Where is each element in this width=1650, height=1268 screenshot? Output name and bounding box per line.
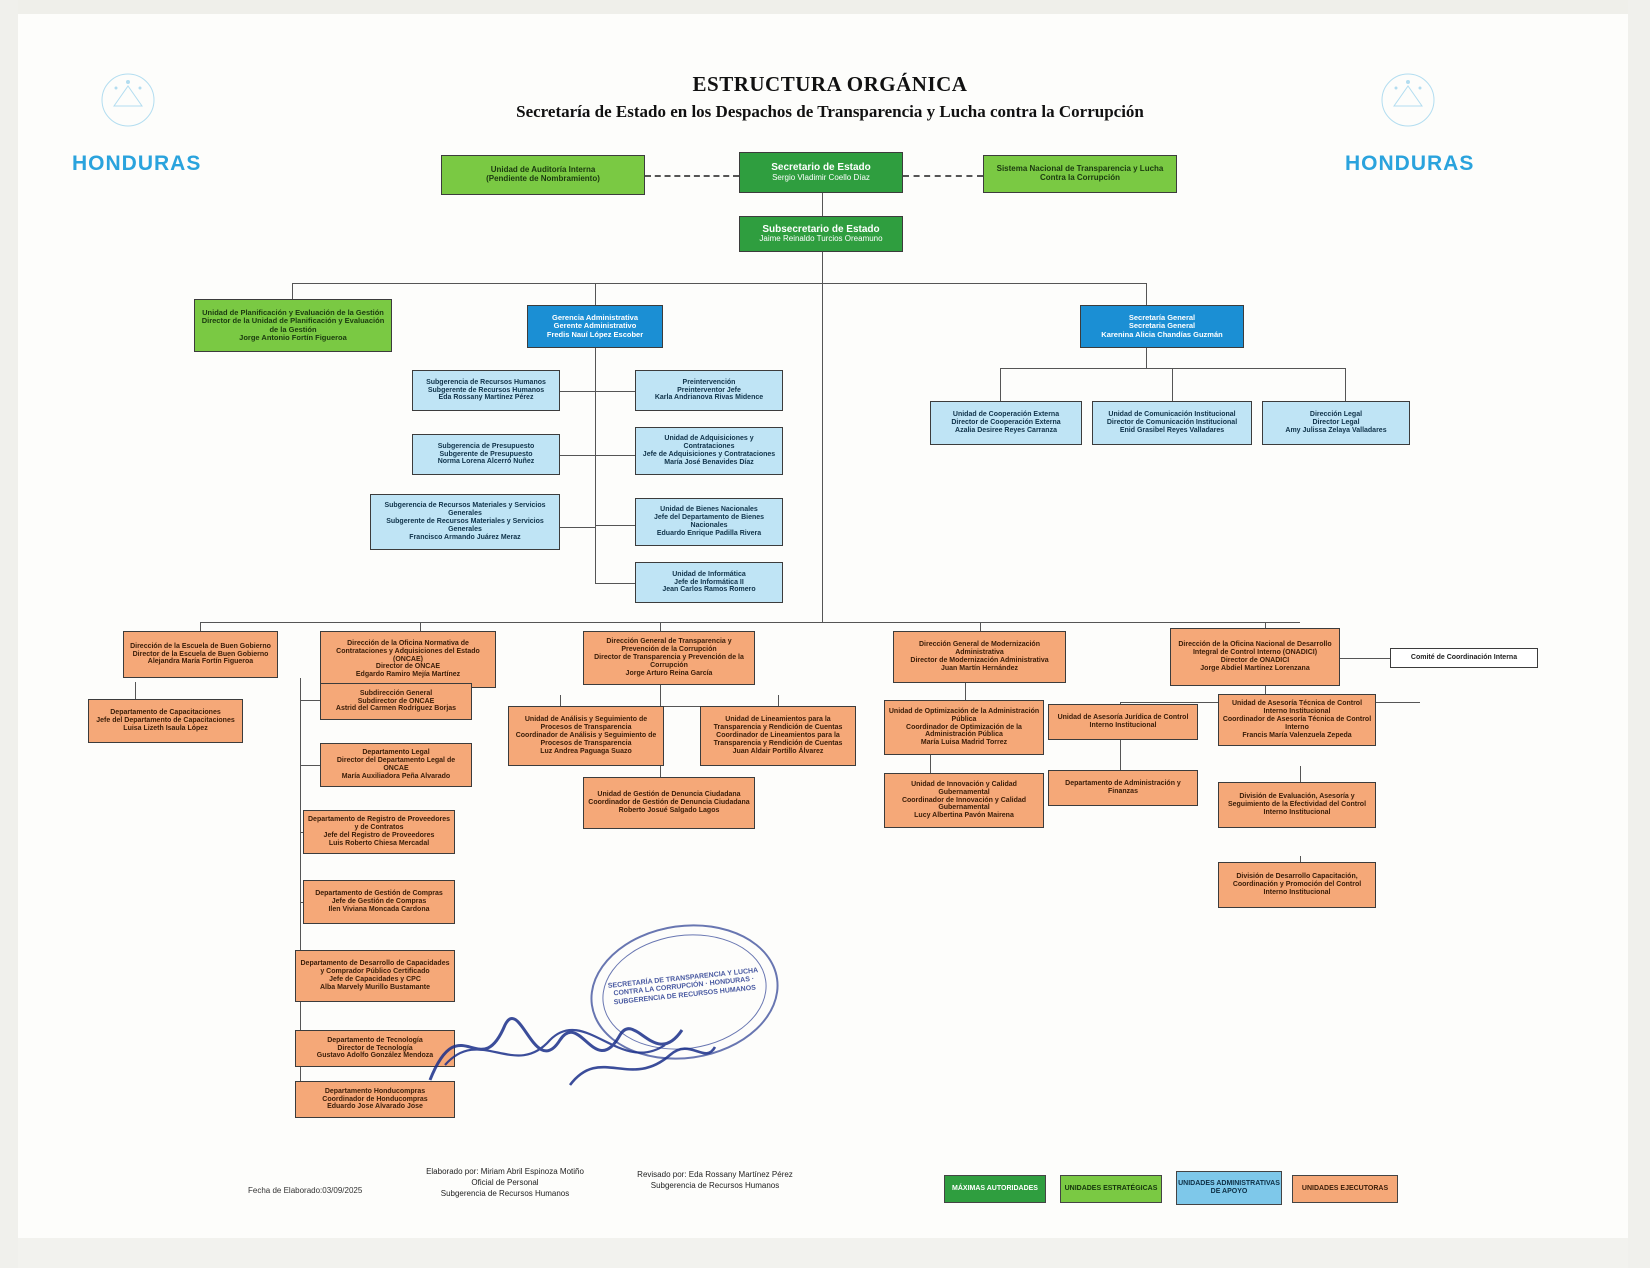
revisado-por-block [590,1170,840,1192]
node-line-2: Director de ONADICI [1220,657,1290,664]
official-stamp-text: SECRETARÍA DE TRANSPARENCIA Y LUCHA CONTRA LA CORRUPCIÓN · HONDURAS · SUBGERENCIA DE RECURSOS HUMANOS [607,967,759,1007]
node-line-3: Jorge Antonio Fortín Figueroa [239,332,347,342]
connector-oncae-subdir [300,700,320,701]
node-line-3: Lucy Albertina Pavón Mairena [914,812,1014,820]
node-departamento-gestion-compras[interactable] [303,880,455,924]
node-line-3: Luisa Lizeth Isaula López [123,724,208,732]
node-line-1: Comité de Coordinación Interna [1410,654,1518,662]
node-line-3: María Luisa Madrid Torrez [920,739,1008,747]
country-label-right: HONDURAS [1345,152,1475,175]
connector-bienes [595,525,635,526]
node-line-2: Preinterventor Jefe [677,386,741,394]
node-unidad-lineamientos-transparencia[interactable] [700,706,856,766]
connector-oncae-legal [300,765,320,766]
node-subgerencia-recursos-materiales[interactable] [370,494,560,550]
elaborado-line-2: Oficial de Personal [471,1177,539,1187]
node-line-2: Jefe de Adquisiciones y Contrataciones [642,451,776,458]
legend-label: UNIDADES ESTRATÉGICAS [1064,1185,1158,1193]
connector-rrhh-left [560,391,595,392]
node-line-2: Gerente Administrativo [553,321,637,331]
node-line-1: Subgerencia de Presupuesto [437,442,535,450]
node-line-3: Astrid del Carmen Rodríguez Borjas [335,705,457,713]
node-unidad-bienes-nacionales[interactable] [635,498,783,546]
node-subsecretario-de-estado[interactable] [739,216,903,252]
node-departamento-administracion-finanzas[interactable] [1048,770,1198,806]
node-line-2: Director Legal [1312,419,1360,427]
node-line-1: Secretaría General [1128,312,1196,322]
node-line-3: Karenina Alicia Chandías Guzmán [1101,329,1223,339]
node-departamento-registro-proveedores[interactable] [303,810,455,854]
node-line-1: Dirección de la Escuela de Buen Gobierno [130,642,271,650]
legend-item-maximas-autoridades [944,1175,1046,1203]
node-line-1: Unidad de Innovación y Calidad Gubernamental [911,780,1017,796]
node-line-1: Departamento Honducompras [324,1087,426,1095]
node-line-2: Jefe de Capacidades y CPC [329,976,421,983]
connector-drop-planificacion [292,283,293,299]
node-line-2: Coordinador de Optimización de la Administración Pública [906,723,1022,739]
node-line-2: Jefe del Registro de Proveedores [323,832,435,839]
connector-preintervencion [613,391,635,392]
node-line-1: Departamento Legal [362,749,430,757]
page-edge-left [0,0,18,1268]
connector-auditoria [645,175,739,177]
node-line-3: Alba Marvely Murillo Bustamante [319,983,431,991]
node-unidad-asesoria-tecnica[interactable] [1218,694,1376,746]
node-line-3: Enid Grasibel Reyes Valladares [1119,426,1225,434]
node-direccion-oncae[interactable] [320,631,496,688]
connector-comunicacion [1172,368,1173,401]
node-line-3: Fredis Nauí López Escober [546,329,644,339]
connector-secgen-drop [1146,348,1147,368]
page-edge-bottom [0,1238,1650,1268]
node-division-evaluacion-asesoria[interactable] [1218,782,1376,828]
handwritten-signature [420,985,720,1095]
connector-presupuesto-left [560,455,595,456]
connector-drop-modernizacion [980,622,981,631]
node-unidad-planificacion-evaluacion[interactable] [194,299,392,352]
node-line-3: Amy Julissa Zelaya Valladares [1285,426,1387,434]
node-line-3: Edgardo Ramiro Mejía Martínez [355,671,461,679]
node-line-1: Departamento de Registro de Proveedores y de Contratos [308,816,450,832]
node-unidad-innovacion-calidad[interactable] [884,773,1044,828]
connector-drop-dgtpc [660,622,661,631]
node-line-3: Roberto Josué Salgado Lagos [618,806,720,814]
node-line-2: Director de la Escuela de Buen Gobierno [132,650,269,658]
crest-icon-right [1378,70,1438,130]
node-line-1: Sistema Nacional de Transparencia y Lucha [996,164,1164,174]
node-line-2: Jefe del Departamento de Capacitaciones [96,717,235,725]
node-unidad-asesoria-juridica[interactable] [1048,704,1198,740]
fecha-elaborado: Fecha de Elaborado:03/09/2025 [248,1186,363,1195]
node-line-1: Unidad de Adquisiciones y Contrataciones [664,435,754,451]
node-line-2: Secretaria General [1128,321,1196,331]
connector-dgtpc-analisis [560,695,561,706]
connector-dgtpc-lineamientos [778,695,779,706]
node-unidad-comunicacion-institucional[interactable] [1092,401,1252,445]
elaborado-line-1: Elaborado por: Miriam Abril Espinoza Motiño [426,1167,584,1176]
page-subtitle: Secretaría de Estado en los Despachos de Transparencia y Lucha contra la Corrupción [516,102,1144,121]
node-line-3: Gustavo Adolfo González Mendoza [316,1052,434,1060]
node-subgerencia-presupuesto[interactable] [412,434,560,475]
node-line-3: Francisco Armando Juárez Meraz [409,533,521,541]
connector-adquisiciones [595,455,635,456]
node-secretaria-general[interactable] [1080,305,1244,348]
connector-drop-secgeneral [1146,283,1147,305]
node-line-1: Unidad de Asesoría Técnica de Control Interno Institucional [1231,700,1363,716]
node-unidad-auditoria-interna[interactable] [441,155,645,195]
node-line-3: Juan Aldair Portillo Álvarez [732,747,824,755]
node-line-2: Subgerente de Recursos Humanos [427,386,545,394]
node-departamento-legal-oncae[interactable] [320,743,472,787]
node-line-3: Alejandra María Fortín Figueroa [147,658,254,666]
node-line-2: Coordinador de Análisis y Seguimiento de Procesos de Transparencia [515,732,657,747]
country-label-left: HONDURAS [72,152,202,175]
node-line-2: Jefe del Departamento de Bienes Nacionales [653,514,765,529]
node-line-1: Dirección Legal [1309,411,1363,419]
node-line-1: Unidad de Planificación y Evaluación de la Gestión [202,307,384,317]
node-line-2: Director de Transparencia y Prevención de la Corrupción [594,654,744,669]
node-direccion-escuela-buen-gobierno[interactable] [123,631,278,678]
node-line-1: Unidad de Auditoría Interna [490,165,596,175]
node-line-3: Azalia Desiree Reyes Carranza [955,426,1057,434]
node-line-1: Departamento de Gestión de Compras [315,890,443,898]
node-line-3: Jean Carlos Ramos Romero [662,586,756,594]
node-line-1: Gerencia Administrativa [551,312,638,322]
node-line-3: Juan Martín Hernández [940,664,1018,672]
node-line-2: Coordinador de Honducompras [322,1095,428,1103]
node-line-1: Dirección de la Oficina Normativa de Contrataciones y Adquisiciones del Estado (ONCAE) [336,639,480,663]
node-line-2: Coordinador de Lineamientos para la Transparencia y Rendición de Cuentas [713,732,843,747]
connector-bus-ejecutoras [200,622,1300,623]
connector-cooperacion [1000,368,1001,401]
connector-materiales-left [560,527,595,528]
node-line-2: Coordinador de Gestión de Denuncia Ciudadana [588,799,750,807]
node-line-3: Jorge Arturo Reina García [625,669,713,677]
node-line-1: Unidad de Comunicación Institucional [1108,411,1236,419]
node-line-2: Subgerente de Recursos Materiales y Servicios Generales [386,518,544,533]
node-direccion-general-modernizacion[interactable] [893,631,1066,683]
legend-item-unidades-ejecutoras [1292,1175,1398,1203]
node-line-2: Director de Cooperación Externa [951,419,1061,427]
node-line-1: Unidad de Optimización de la Administración Pública [888,707,1040,723]
revisado-line-1: Revisado por: Eda Rossany Martínez Pérez [637,1170,793,1179]
node-line-2: Jefe de Informática II [674,578,744,586]
node-line-1: Unidad de Informática [672,570,746,578]
node-line-3: María Auxiliadora Peña Alvarado [341,772,451,780]
node-line-3: Francis María Valenzuela Zepeda [1242,731,1352,739]
node-division-desarrollo-capacitacion[interactable] [1218,862,1376,908]
node-line-2: (Pendiente de Nombramiento) [486,174,600,183]
elaborado-line-3: Subgerencia de Recursos Humanos [440,1188,570,1198]
node-direccion-general-transparencia[interactable] [583,631,755,685]
node-line-1: División de Desarrollo Capacitación, Coordinación y Promoción del Control Interno Institucional [1232,873,1362,896]
node-line-1: Departamento de Tecnología [327,1036,423,1044]
node-line-2: Director de Comunicación Institucional [1106,419,1238,427]
node-line-1: División de Evaluación, Asesoría y Seguimiento de la Efectividad del Control Interno Institucional [1227,793,1367,816]
node-line-1: Dirección de la Oficina Nacional de Desarrollo Integral de Control Interno (ONADICI) [1178,641,1332,657]
node-line-1: Subdirección General [359,689,433,697]
node-line-2: Coordinador de Asesoría Técnica de Control Interno [1222,716,1372,731]
page-title: ESTRUCTURA ORGÁNICA [692,72,968,96]
node-line-2: Jefe de Gestión de Compras [331,898,427,906]
node-line-2: Director de ONCAE [375,663,441,671]
node-unidad-analisis-seguimiento[interactable] [508,706,664,766]
node-unidad-optimizacion-admin-publica[interactable] [884,700,1044,755]
node-secretario-de-estado[interactable] [739,152,903,193]
connector-gerencia-spine [595,348,596,583]
node-direccion-legal[interactable] [1262,401,1410,445]
node-subdireccion-general-oncae[interactable] [320,683,472,720]
connector-informatica [595,583,635,584]
node-line-3: María José Benavides Díaz [664,458,754,466]
connector-bus-level2 [292,283,1146,284]
node-unidad-informatica[interactable] [635,562,783,603]
connector-spine-main [822,252,823,622]
legend-label: UNIDADES EJECUTORAS [1301,1185,1389,1193]
node-line-3: Ilen Viviana Moncada Cardona [328,905,430,913]
node-line-1: Dirección General de Transparencia y Prevención de la Corrupción [606,638,732,654]
node-line-1: Secretario de Estado [771,162,871,174]
node-departamento-capacitaciones[interactable] [88,699,243,743]
node-preintervencion[interactable] [635,370,783,411]
node-line-2: Coordinador de Innovación y Calidad Gubernamental [901,796,1027,812]
node-unidad-adquisiciones-contrataciones[interactable] [635,427,783,475]
legend-label: MÁXIMAS AUTORIDADES [952,1185,1038,1193]
page-edge-top [0,0,1650,14]
node-line-3: Norma Lorena Alcerró Nuñez [437,458,535,466]
connector-sistema [903,175,983,177]
node-line-1: Unidad de Lineamientos para la Transparencia y Rendición de Cuentas [713,716,843,732]
node-line-1: Unidad de Cooperación Externa [952,411,1060,419]
page-edge-right [1628,0,1650,1268]
node-line-1: Departamento de Administración y Finanzas [1065,780,1181,795]
legend-item-unidades-administrativas-apoyo [1176,1171,1282,1205]
node-line-2: Jaime Reinaldo Turcios Oreamuno [759,234,883,244]
node-line-1: Unidad de Gestión de Denuncia Ciudadana [597,791,741,799]
node-line-1: Subgerencia de Recursos Humanos [426,378,546,386]
node-line-3: Eduardo Jose Alvarado Jose [327,1103,423,1111]
node-line-1: Preintervención [682,378,736,386]
node-line-2: Subgerente de Presupuesto [439,450,533,458]
node-unidad-cooperacion-externa[interactable] [930,401,1082,445]
node-line-2: Director del Departamento Legal de ONCAE [336,757,456,772]
node-gerencia-administrativa[interactable] [527,305,663,348]
node-line-1: Unidad de Análisis y Seguimiento de Procesos de Transparencia [524,716,648,732]
node-line-3: Jorge Abdiel Martínez Lorenzana [1200,664,1310,672]
node-line-2: Subdirector de ONCAE [357,697,435,705]
node-line-3: Luis Roberto Chiesa Mercadal [328,839,430,847]
node-line-1: Subsecretario de Estado [762,223,880,235]
legend-item-unidades-estrategicas [1060,1175,1162,1203]
node-line-1: Dirección General de Modernización Administrativa [919,641,1040,657]
node-line-3: Luz Andrea Paguaga Suazo [540,747,632,755]
node-line-3: Eda Rossany Martínez Pérez [438,394,534,402]
node-line-2: Contra la Corrupción [1039,173,1120,182]
node-line-2: Director de Tecnología [337,1044,413,1052]
node-direccion-onadici[interactable] [1170,628,1340,686]
connector-drop-gerencia [595,283,596,305]
node-line-1: Unidad de Asesoría Jurídica de Control Interno Institucional [1057,714,1189,729]
node-line-3: Eduardo Enrique Padilla Rivera [656,529,762,537]
node-line-2: Director de Modernización Administrativa [910,657,1049,664]
connector-drop-oncae [420,622,421,631]
legend-label: UNIDADES ADMINISTRATIVAS DE APOYO [1178,1180,1280,1195]
revisado-line-2: Subgerencia de Recursos Humanos [650,1180,780,1190]
connector-dirlegal [1345,368,1346,401]
node-unidad-gestion-denuncia[interactable] [583,777,755,829]
node-line-3: Karla Andrianova Rivas Midence [654,394,764,402]
node-line-1: Subgerencia de Recursos Materiales y Servicios Generales [384,502,546,518]
crest-icon-left [98,70,158,130]
connector-gerencia-rrhh [595,391,613,392]
connector-sec-subsec [822,193,823,216]
node-sistema-nacional-transparencia[interactable] [983,155,1177,193]
node-line-2: Director de la Unidad de Planificación y Evaluación de la Gestión [201,316,385,334]
connector-drop-escuela [200,622,201,631]
node-comite-coordinacion-interna[interactable] [1390,648,1538,668]
node-line-1: Departamento de Desarrollo de Capacidades y Comprador Público Certificado [300,960,450,976]
node-line-1: Unidad de Bienes Nacionales [660,506,758,514]
node-line-2: Sergio Vladimir Coello Díaz [772,172,870,182]
node-line-1: Departamento de Capacitaciones [110,709,221,717]
node-subgerencia-recursos-humanos[interactable] [412,370,560,411]
